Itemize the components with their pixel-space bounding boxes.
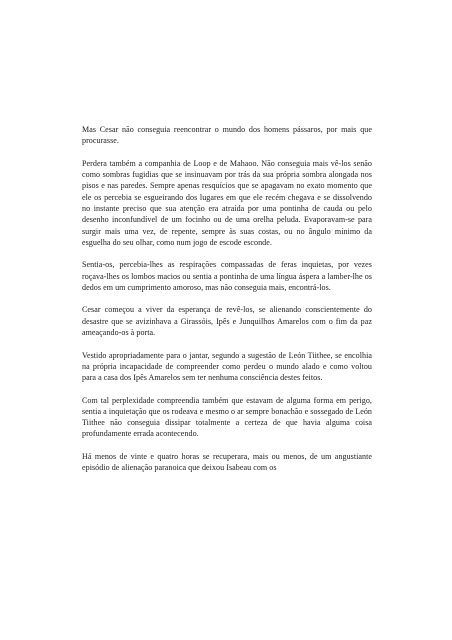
paragraph-6: Com tal perplexidade compreendia também que estavam de alguma forma em perigo, sentia a inquietação que os rodeava e mesmo o ar sempre bonachão e sossegado de León Tiithee não conseguia dissipar totalmente a certeza de que havia alguma coisa profundamente errada acontecendo. bbox=[82, 395, 372, 439]
body-text bbox=[82, 124, 372, 485]
paragraph-5: Vestido apropriadamente para o jantar, segundo a sugestão de León Tiithee, se encolhia na própria incapacidade de compreender como perdeu o mundo alado e como voltou para a casa dos Ipês Amarelos sem ter nenhuma consciência destes feitos. bbox=[82, 350, 372, 383]
paragraph-4: Cesar começou a viver da esperança de revê-los, se alienando conscientemente do desastre que se avizinhava a Girassóis, Ipês e Junquilhos Amarelos com o fim da paz ameaçando-os à porta. bbox=[82, 305, 372, 338]
paragraph-1: Mas Cesar não conseguia reencontrar o mundo dos homens pássaros, por mais que procurasse. bbox=[82, 125, 372, 146]
paragraph-7: Há menos de vinte e quatro horas se recuperara, mais ou menos, de um angustiante episódio de alienação paranoica que deixou Isabeau com os bbox=[82, 451, 372, 473]
paragraph-2: Perdera também a companhia de Loop e de Mahaoo. Não conseguia mais vê-los senão como sombras fugidias que se insinuavam por trás da sua própria sombra alongada nos pisos e nas paredes. Sempre apenas resquícios que se apagavam no exato momento que ele os percebia se esgueirando dos lugares em que ele recém chegava e se dissolvendo no instante preciso que sua atenção era atraída por uma pontinha de cauda ou pelo desenho inconfundível de um focinho ou de uma orelha peluda. Evaporavam-se para surgir mais uma vez, de repente, sempre às suas costas, ou no ângulo mínimo da esguelha do seu olhar, como num jogo de escode esconde. bbox=[82, 158, 372, 247]
paragraph-3: Sentia-os, percebia-lhes as respirações compassadas de feras inquietas, por vezes roçava-lhes os lombos macios ou sentia a pontinha de uma língua áspera a lamber-lhe os dedos em um cumprimento amoroso, mas não conseguia mais, encontrá-los. bbox=[82, 260, 372, 292]
